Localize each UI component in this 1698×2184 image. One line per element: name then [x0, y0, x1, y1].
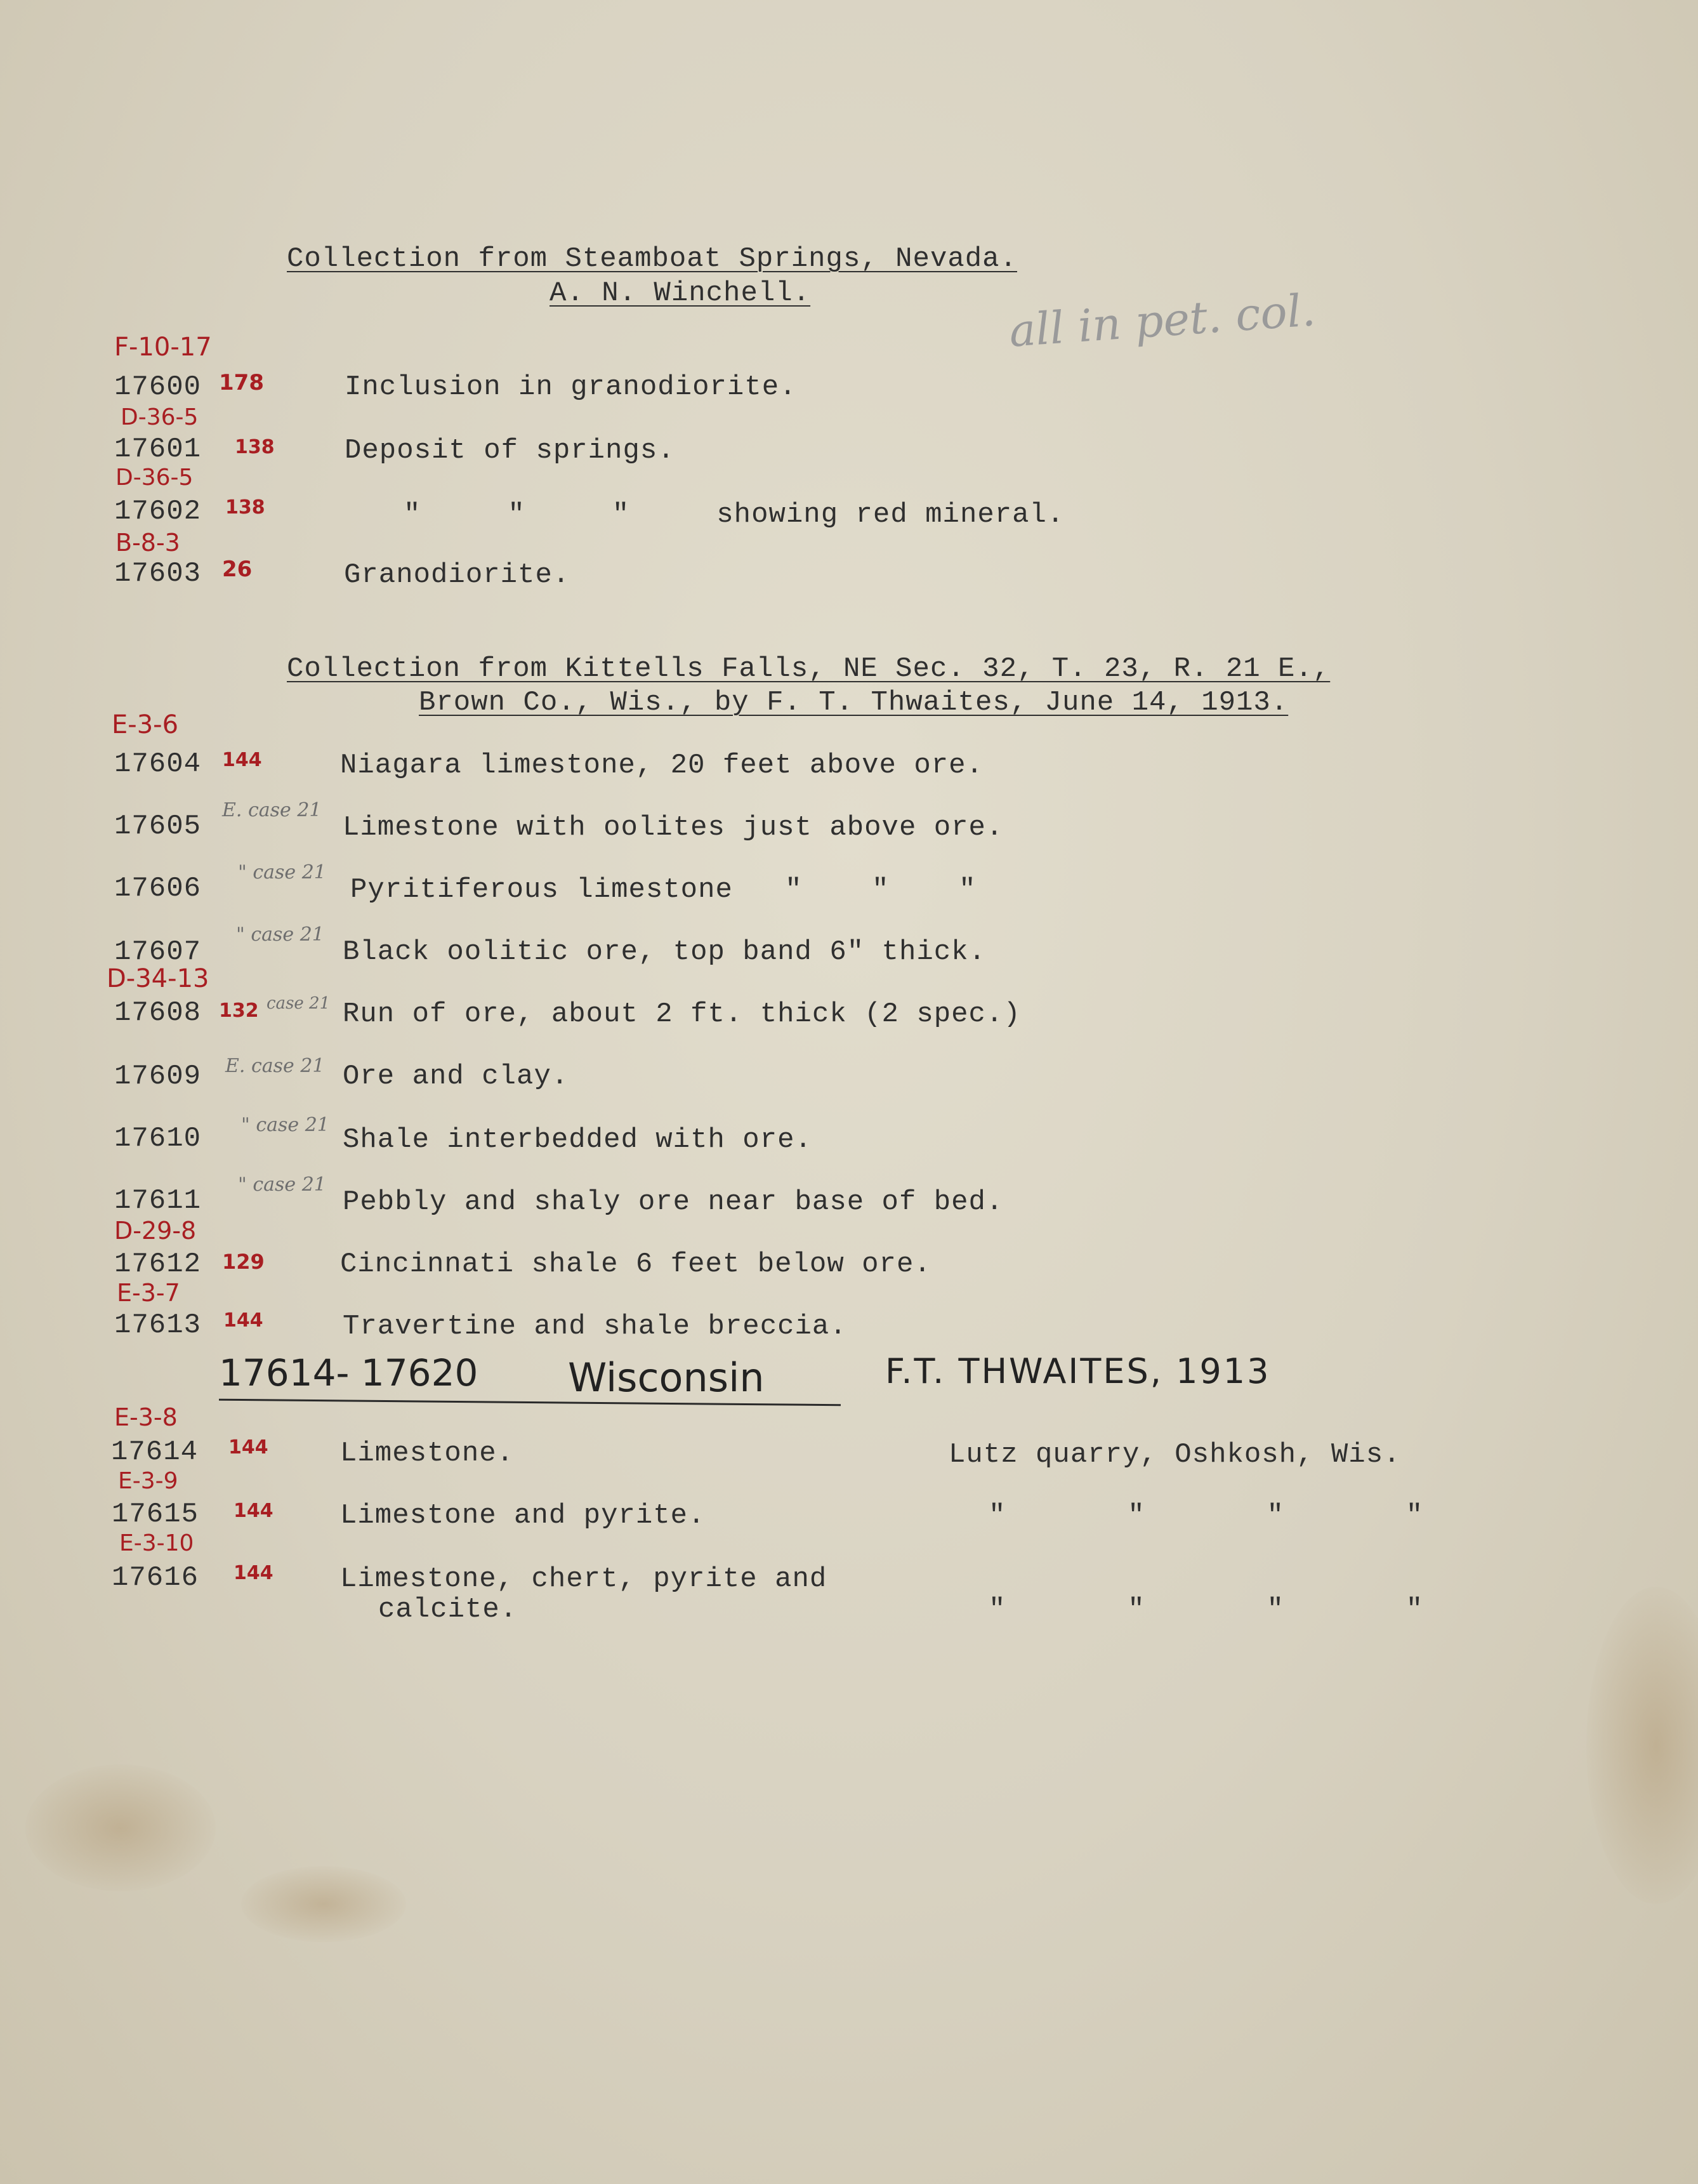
catalog-number: 17603 — [114, 558, 202, 590]
catalog-number: 17609 — [114, 1061, 202, 1092]
location-code: E-3-8 — [114, 1403, 178, 1431]
handwritten-collector: F.T. THWAITES, 1913 — [885, 1351, 1271, 1391]
catalog-number: 17605 — [114, 811, 202, 842]
case-number: 129 — [222, 1250, 265, 1274]
catalog-number: 17607 — [114, 936, 202, 968]
location-code: B-8-3 — [115, 529, 180, 557]
pencil-case-note: case 21 — [267, 994, 331, 1013]
location-code: E-3-7 — [117, 1279, 180, 1307]
specimen-locality: Lutz quarry, Oshkosh, Wis. — [949, 1439, 1401, 1471]
case-number: 138 — [225, 496, 265, 519]
specimen-description: " " " showing red mineral. — [404, 499, 1065, 531]
specimen-description: Niagara limestone, 20 feet above ore. — [340, 750, 984, 781]
catalog-number: 17615 — [112, 1499, 199, 1530]
pencil-note: all in pet. col. — [1007, 284, 1317, 357]
location-code: F-10-17 — [114, 333, 212, 362]
pencil-case-note: " case 21 — [238, 1174, 326, 1196]
case-number: 26 — [222, 557, 253, 582]
handwritten-state: Wisconsin — [568, 1354, 765, 1401]
location-code: D-29-8 — [114, 1217, 197, 1245]
location-code: E-3-6 — [112, 710, 179, 739]
specimen-description: Pyritiferous limestone " " " — [350, 874, 977, 906]
paper-stain — [1586, 1587, 1698, 1904]
pencil-case-note: " case 21 — [238, 861, 326, 884]
specimen-description: Deposit of springs. — [345, 435, 675, 467]
specimen-description: Ore and clay. — [343, 1061, 569, 1092]
case-number: 144 — [223, 1309, 263, 1332]
catalog-number: 17600 — [114, 371, 202, 403]
section2-title-line2: Brown Co., Wis., by F. T. Thwaites, June 14, 1913. — [419, 687, 1289, 718]
specimen-description: Granodiorite. — [344, 559, 570, 591]
specimen-description: Limestone, chert, pyrite and — [340, 1563, 827, 1595]
catalog-number: 17614 — [111, 1436, 199, 1468]
location-code: E-3-10 — [119, 1530, 194, 1556]
specimen-description: Run of ore, about 2 ft. thick (2 spec.) — [343, 998, 1021, 1030]
section2-title-line1: Collection from Kittells Falls, NE Sec. 32, T. 23, R. 21 E., — [287, 653, 1331, 685]
pencil-case-note: E. case 21 — [222, 799, 322, 821]
case-number: 138 — [235, 436, 275, 458]
location-code: D-36-5 — [115, 465, 194, 491]
case-number: 132 — [219, 1000, 259, 1022]
specimen-description: Limestone. — [340, 1438, 515, 1469]
specimen-description: Limestone and pyrite. — [340, 1500, 706, 1532]
catalog-number: 17612 — [114, 1248, 202, 1280]
specimen-description: Cincinnati shale 6 feet below ore. — [340, 1248, 931, 1280]
catalog-number: 17601 — [114, 433, 202, 465]
location-code: D-36-5 — [121, 404, 199, 430]
paper-stain — [241, 1866, 406, 1942]
specimen-description: Pebbly and shaly ore near base of bed. — [343, 1186, 1004, 1218]
specimen-description: Limestone with oolites just above ore. — [343, 812, 1004, 844]
specimen-description: Shale interbedded with ore. — [343, 1124, 812, 1156]
pencil-case-note: " case 21 — [241, 1114, 329, 1136]
case-number: 144 — [228, 1436, 268, 1459]
case-number: 144 — [234, 1500, 273, 1522]
catalog-number: 17611 — [114, 1185, 202, 1217]
catalog-number: 17606 — [114, 873, 202, 904]
handwritten-range: 17614- 17620 — [219, 1351, 478, 1394]
pencil-case-note: E. case 21 — [225, 1055, 325, 1077]
catalog-number: 17608 — [114, 997, 202, 1029]
section1-author: A. N. Winchell. — [550, 277, 811, 309]
case-number: 144 — [234, 1562, 273, 1584]
pencil-case-note: " case 21 — [236, 923, 324, 946]
section1-title: Collection from Steamboat Springs, Nevada. — [287, 243, 1017, 275]
catalog-number: 17602 — [114, 496, 202, 527]
catalog-number: 17616 — [112, 1562, 199, 1594]
case-number: 178 — [219, 370, 264, 395]
catalog-number: 17604 — [114, 748, 202, 780]
location-code: E-3-9 — [118, 1468, 178, 1494]
specimen-description-continued: calcite. — [378, 1594, 518, 1625]
specimen-description: Black oolitic ore, top band 6" thick. — [343, 936, 986, 968]
paper-stain — [25, 1764, 216, 1891]
specimen-locality: " " " " — [989, 1500, 1424, 1532]
specimen-description: Travertine and shale breccia. — [343, 1311, 847, 1342]
specimen-locality: " " " " — [989, 1594, 1424, 1625]
case-number: 144 — [222, 749, 262, 771]
catalog-number: 17613 — [114, 1309, 202, 1341]
specimen-description: Inclusion in granodiorite. — [345, 371, 797, 403]
catalog-number: 17610 — [114, 1123, 202, 1155]
location-code: D-34-13 — [107, 964, 209, 993]
